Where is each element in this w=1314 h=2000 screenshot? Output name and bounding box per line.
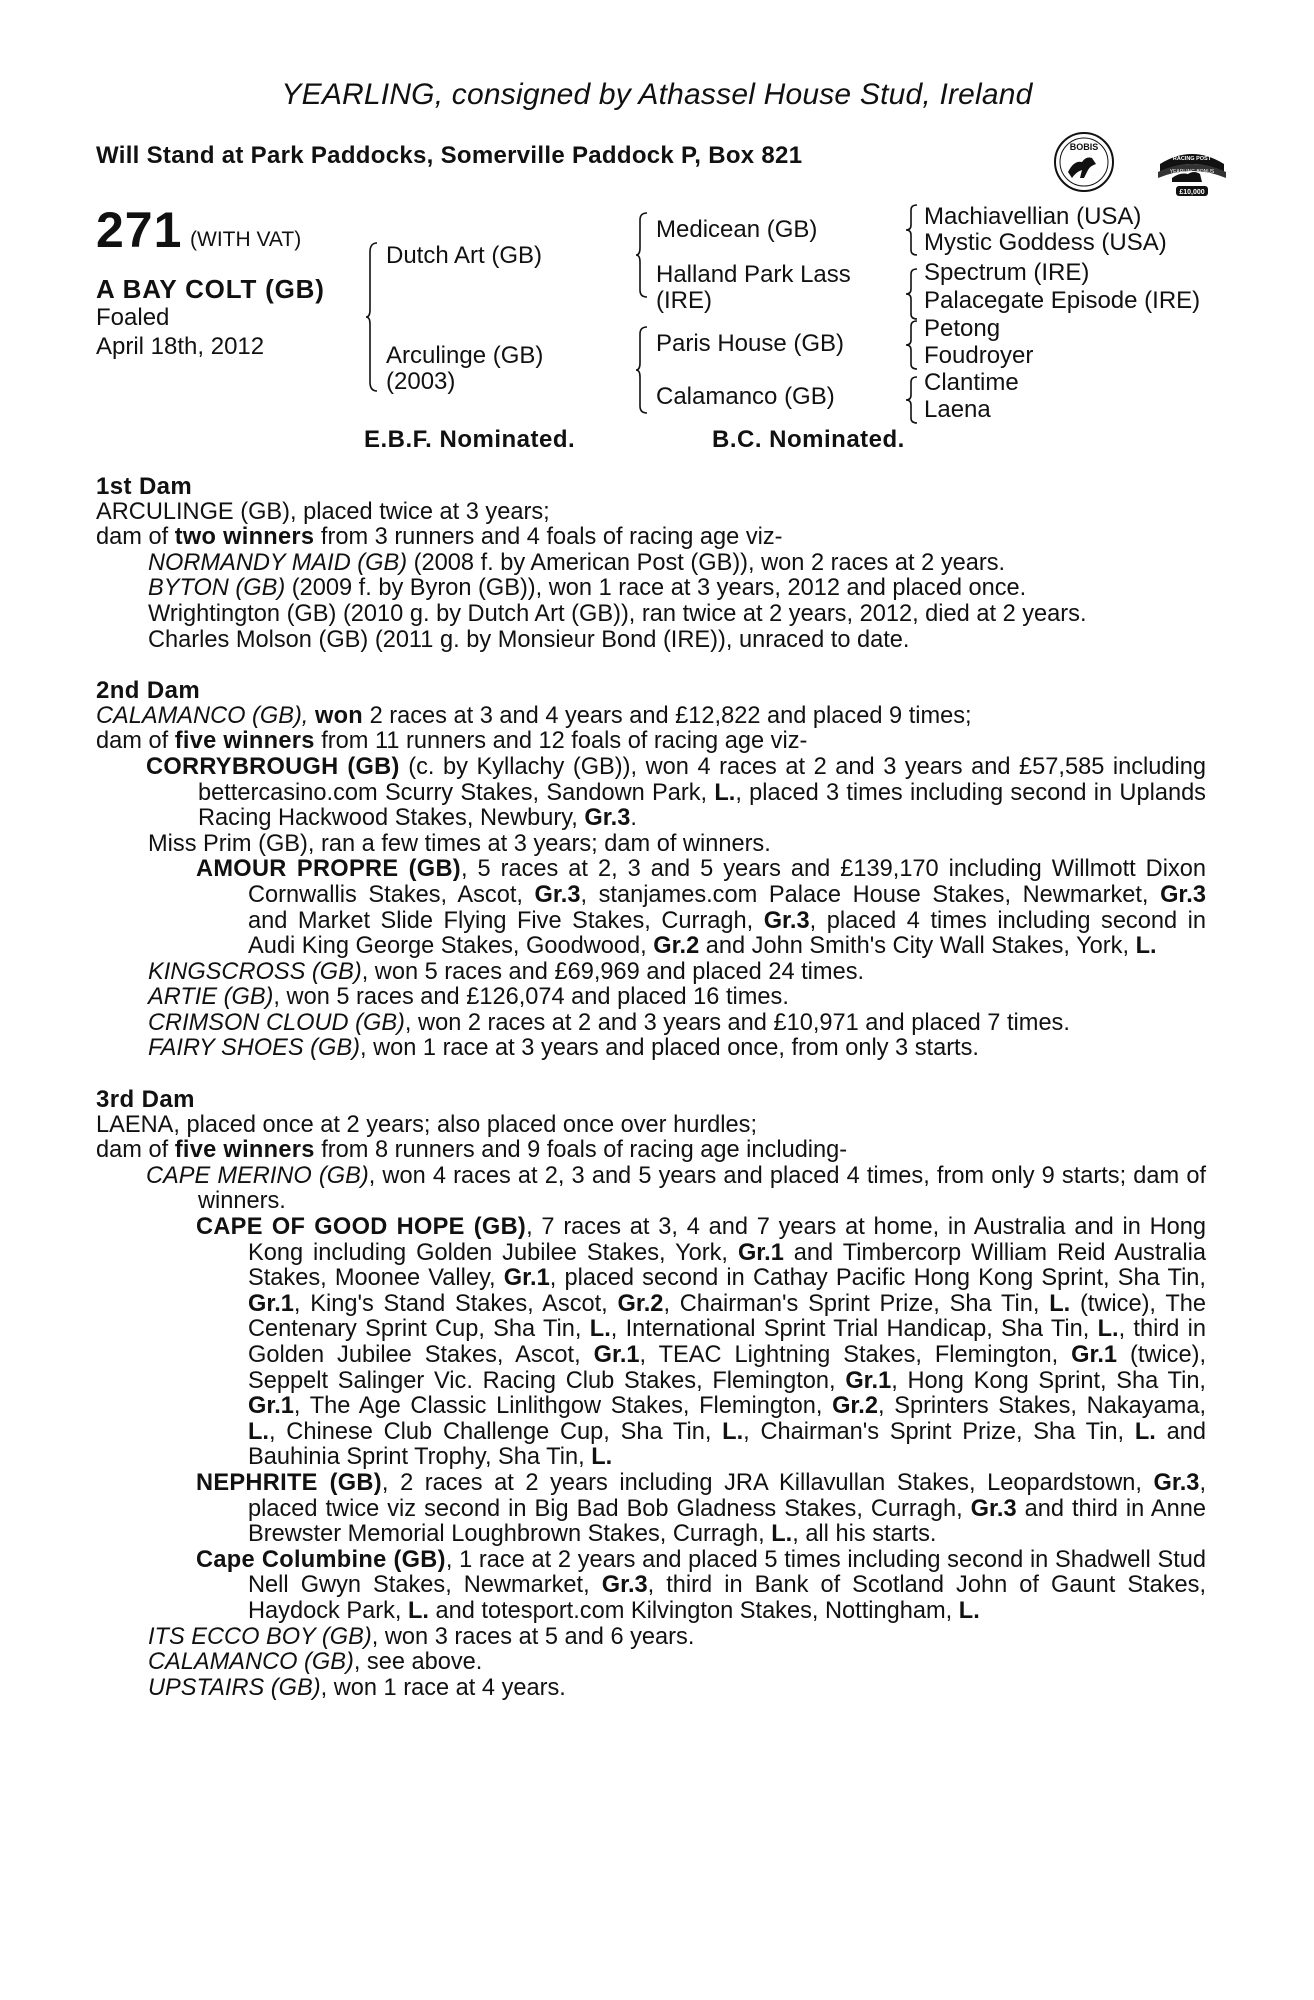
produce-name: FAIRY SHOES (GB) [148, 1035, 360, 1062]
second-dam-summary [96, 729, 1206, 755]
second-dam-name: CALAMANCO (GB), [96, 702, 309, 729]
bc-nomination: B.C. Nominated. [712, 426, 905, 453]
produce-name: CALAMANCO (GB) [148, 1649, 354, 1676]
cogh-text: (twice), Seppelt Salinger Vic. Racing Club Stakes, Flemington, [248, 1342, 1207, 1394]
produce-nephrite [96, 1471, 1206, 1548]
first-dam-heading: 1st Dam [96, 473, 193, 500]
cogh-text: , 7 races at 3, 4 and 7 years at home, in Australia and in Hong Kong including Golden Jubilee Stakes, York, [248, 1214, 1207, 1266]
grade-badge: Gr.3 [1160, 881, 1206, 908]
produce-text: , won 5 races and £126,074 and placed 16 times. [273, 984, 789, 1011]
produce-corrybrough [96, 755, 1206, 832]
pedigree-sire-dam: Halland Park Lass (IRE) [656, 261, 851, 314]
cogh-text: , Chinese Club Challenge Cup, Sha Tin, [268, 1418, 723, 1445]
pedigree-sire-sire: Medicean (GB) [656, 216, 818, 243]
produce-text: (2011 g. by Monsieur Bond (IRE)), unraced to date. [368, 626, 910, 653]
second-dam-dam-of: dam of [96, 728, 169, 755]
pedigree-dam-sire: Paris House (GB) [656, 330, 845, 357]
corrybrough-text-2: , placed 3 times including second in Uplands Racing Hackwood Stakes, Newbury, [198, 779, 1206, 832]
cogh-text: , Chairman's Sprint Prize, Sha Tin, [663, 1290, 1050, 1317]
grade-badge: L. [407, 1597, 429, 1624]
produce-cape-merino [96, 1164, 1206, 1215]
grade-badge: L. [722, 1418, 744, 1445]
cogh-name: CAPE OF GOOD HOPE (GB) [196, 1214, 527, 1241]
produce-text: (2009 f. by Byron (GB)), won 1 race at 3 years, 2012 and placed once. [285, 575, 1027, 602]
pedigree-bracket-gen3-1 [906, 204, 918, 256]
grade-badge: Gr.1 [248, 1290, 294, 1317]
pedigree-bracket-sire-line [636, 212, 648, 298]
cogh-text: , TEAC Lightning Stakes, Flemington, [639, 1342, 1072, 1368]
grade-badge: Gr.3 [763, 907, 810, 934]
grade-badge: Gr.1 [1071, 1342, 1118, 1368]
pedigree-gen3-2: Mystic Goddess (USA) [924, 229, 1167, 256]
grade-badge: L. [248, 1418, 269, 1445]
produce-row [96, 960, 1206, 986]
first-dam-summary-text: from 3 runners and 4 foals of racing age viz- [320, 524, 783, 551]
bobis-logo-text: BOBIS [1069, 142, 1099, 152]
corrybrough-text-1: (c. by Kyllachy (GB)), won 4 races at 2 and 3 years and £57,585 including bettercasino.com Scurry Stakes, Sandown Park, [198, 753, 1206, 806]
cogh-text: and Timbercorp William Reid Australia Stakes, Moonee Valley, [248, 1239, 1206, 1292]
third-dam-winners: five winners [174, 1137, 315, 1164]
produce-name: KINGSCROSS (GB) [148, 958, 362, 985]
produce-name: NORMANDY MAID (GB) [148, 549, 408, 576]
third-dam-intro: LAENA, placed once at 2 years; also placed once over hurdles; [96, 1111, 758, 1138]
produce-row [96, 628, 1206, 654]
columbine-text: , third in Bank of Scotland John of Gaunt Stakes, Haydock Park, [248, 1572, 1206, 1624]
foaled-block [96, 303, 264, 361]
grade-badge: Gr.3 [534, 881, 581, 908]
cogh-text: , Hong Kong Sprint, Sha Tin, [891, 1367, 1206, 1394]
grade-badge: Gr.3 [970, 1495, 1017, 1522]
cogh-text: , third in Golden Jubilee Stakes, Ascot, [248, 1316, 1206, 1368]
produce-name: ITS ECCO BOY (GB) [148, 1623, 372, 1650]
produce-row [96, 1650, 1206, 1676]
grade-badge: L. [1097, 1316, 1119, 1343]
stand-location: Will Stand at Park Paddocks, Somerville Paddock P, Box 821 [96, 142, 803, 169]
grade-badge: Gr.2 [653, 933, 700, 960]
first-dam-intro: ARCULINGE (GB), placed twice at 3 years; [96, 498, 550, 525]
produce-row [96, 1036, 1206, 1062]
racing-post-logo-amount: £10,000 [1179, 189, 1205, 196]
produce-text: (2008 f. by American Post (GB)), won 2 races at 2 years. [407, 549, 1006, 576]
grade-badge: Gr.1 [593, 1342, 640, 1368]
second-dam-won: won [314, 702, 364, 729]
nephrite-text: , all his starts. [792, 1521, 937, 1548]
pedigree-gen3-8: Laena [924, 396, 991, 423]
produce-row [96, 1011, 1206, 1037]
catalogue-body [96, 474, 1206, 1701]
produce-text: , won 1 race at 3 years and placed once, from only 3 starts. [359, 1035, 979, 1062]
produce-name: Charles Molson (GB) [148, 626, 369, 653]
lot-description: A BAY COLT (GB) [96, 274, 325, 304]
second-dam-heading: 2nd Dam [96, 677, 201, 705]
pedigree-bracket-gen3-3 [906, 320, 918, 370]
cogh-text: and Bauhinia Sprint Trophy, Sha Tin, [248, 1418, 1206, 1471]
pedigree-dam: Arculinge (GB) (2003) [386, 342, 544, 395]
cogh-text: , King's Stand Stakes, Ascot, [293, 1290, 618, 1317]
ebf-nomination: E.B.F. Nominated. [364, 426, 576, 453]
grade-badge: Gr.2 [617, 1290, 664, 1317]
amour-text-1: , 5 races at 2, 3 and 5 years and £139,170 including Willmott Dixon Cornwallis Stakes, Ascot, [248, 856, 1206, 908]
second-dam-intro-rest: 2 races at 3 and 4 years and £12,822 and placed 9 times; [363, 702, 972, 729]
columbine-name: Cape Columbine (GB) [196, 1546, 446, 1573]
produce-text: , won 2 races at 2 and 3 years and £10,971 and placed 7 times. [404, 1009, 1070, 1036]
racing-post-logo-line2: YEARLING BONUS [1169, 169, 1215, 175]
pedigree-gen3-5: Petong [924, 315, 1001, 342]
grade-badge: Gr.1 [737, 1239, 784, 1266]
grade-badge: Gr.2 [832, 1393, 878, 1420]
cape-merino-text: , won 4 races at 2, 3 and 5 years and placed 4 times, from only 9 starts; dam of winners. [198, 1162, 1206, 1215]
produce-text: , won 3 races at 5 and 6 years. [371, 1623, 695, 1650]
grade-badge: L. [958, 1597, 980, 1624]
grade-badge: L. [589, 1316, 611, 1343]
nephrite-text: , placed twice viz second in Big Bad Bob Gladness Stakes, Curragh, [248, 1469, 1206, 1522]
grade-badge: L. [714, 779, 736, 806]
produce-text: , won 1 race at 4 years. [320, 1674, 566, 1701]
foaled-label: Foaled [96, 304, 170, 331]
pedigree-bracket-gen3-2 [906, 268, 918, 320]
second-dam-summary-text: from 11 runners and 12 foals of racing age viz- [321, 728, 808, 755]
amour-text-5: and John Smith's City Wall Stakes, York, [699, 933, 1136, 960]
produce-text: , won 5 races and £69,969 and placed 24 times. [361, 958, 865, 985]
amour-text-3: and Market Slide Flying Five Stakes, Curragh, [248, 907, 764, 934]
second-dam-winners: five winners [174, 728, 315, 755]
cogh-text: , placed second in Cathay Pacific Hong Kong Sprint, Sha Tin, [549, 1265, 1206, 1292]
corrybrough-end: . [630, 805, 637, 832]
produce-miss-prim: Miss Prim (GB), ran a few times at 3 years; dam of winners. [148, 830, 771, 857]
pedigree-bracket-gen3-4 [906, 376, 918, 424]
pedigree-gen3-1: Machiavellian (USA) [924, 203, 1142, 230]
grade-badge: Gr.3 [1153, 1469, 1200, 1496]
produce-amour-propre [96, 857, 1206, 959]
third-dam-summary-text: from 8 runners and 9 foals of racing age including- [321, 1137, 848, 1164]
cape-merino-name: CAPE MERINO (GB) [146, 1162, 369, 1189]
produce-name: BYTON (GB) [148, 575, 286, 602]
produce-name: ARTIE (GB) [148, 984, 274, 1011]
bobis-logo-icon [1052, 130, 1116, 194]
produce-row [96, 576, 1206, 602]
cogh-text: , Sprinters Stakes, Nakayama, [877, 1393, 1206, 1420]
grade-badge: L. [591, 1444, 613, 1471]
cogh-text: , The Age Classic Linlithgow Stakes, Flemington, [293, 1393, 833, 1420]
grade-badge: L. [1049, 1290, 1071, 1317]
produce-text: (2010 g. by Dutch Art (GB)), ran twice at 2 years, 2012, died at 2 years. [336, 600, 1087, 627]
produce-row [96, 602, 1206, 628]
nephrite-name: NEPHRITE (GB) [196, 1469, 382, 1496]
racing-post-logo-line1: RACING POST [1172, 156, 1212, 162]
nephrite-text: and third in Anne Brewster Memorial Loughbrown Stakes, Curragh, [248, 1495, 1206, 1548]
racing-post-bonus-logo-icon [1154, 142, 1230, 198]
produce-row [96, 1625, 1206, 1651]
cogh-text: , International Sprint Trial Handicap, Sha Tin, [610, 1316, 1098, 1343]
first-dam-winners: two winners [174, 524, 315, 551]
produce-cape-of-good-hope [96, 1215, 1206, 1471]
third-dam-dam-of: dam of [96, 1137, 169, 1164]
amour-text-4: , placed 4 times including second in Audi King George Stakes, Goodwood, [248, 907, 1207, 960]
first-dam-dam-of: dam of [96, 524, 169, 551]
second-dam-intro [96, 704, 1206, 730]
grade-badge: Gr.3 [584, 805, 631, 832]
pedigree-gen3-6: Foudroyer [924, 342, 1034, 369]
first-dam-summary [96, 525, 1206, 551]
pedigree-gen3-4: Palacegate Episode (IRE) [924, 287, 1201, 314]
vat-note: (WITH VAT) [190, 228, 302, 251]
cogh-text: (twice), The Centenary Sprint Cup, Sha Tin, [248, 1290, 1206, 1343]
pedigree-dam-dam: Calamanco (GB) [656, 383, 835, 410]
pedigree-gen3-3: Spectrum (IRE) [924, 259, 1090, 286]
cogh-text: , Chairman's Sprint Prize, Sha Tin, [743, 1418, 1135, 1445]
pedigree-bracket-dam-line [636, 326, 648, 414]
columbine-text: and totesport.com Kilvington Stakes, Nottingham, [428, 1597, 959, 1624]
corrybrough-name: CORRYBROUGH (GB) [146, 753, 400, 780]
grade-badge: L. [1134, 1418, 1156, 1445]
columbine-text: , 1 race at 2 years and placed 5 times including second in Shadwell Stud Nell Gwyn Stakes, Newmarket, [248, 1546, 1206, 1599]
amour-text-2: , stanjames.com Palace House Stakes, Newmarket, [580, 881, 1161, 908]
produce-row [96, 985, 1206, 1011]
grade-badge: Gr.1 [503, 1265, 550, 1292]
grade-badge: L. [771, 1521, 793, 1548]
produce-name: UPSTAIRS (GB) [148, 1674, 321, 1701]
page-title: YEARLING, consigned by Athassel House Stud, Ireland [281, 78, 1033, 111]
produce-name: CRIMSON CLOUD (GB) [148, 1009, 405, 1036]
pedigree-sire: Dutch Art (GB) [386, 242, 543, 269]
grade-badge: Gr.1 [248, 1393, 294, 1420]
third-dam-summary [96, 1138, 1206, 1164]
produce-cape-columbine [96, 1548, 1206, 1625]
produce-row [96, 551, 1206, 577]
foaled-date: April 18th, 2012 [96, 333, 265, 360]
nephrite-text: , 2 races at 2 years including JRA Killavullan Stakes, Leopardstown, [381, 1469, 1154, 1496]
amour-propre-name: AMOUR PROPRE (GB) [196, 856, 461, 883]
produce-text: , see above. [353, 1649, 483, 1676]
lot-number: 271 [96, 202, 183, 258]
produce-row [96, 1676, 1206, 1702]
grade-badge: Gr.3 [601, 1572, 648, 1599]
grade-badge: Gr.1 [845, 1367, 892, 1394]
pedigree-gen3-7: Clantime [924, 369, 1019, 396]
pedigree-bracket-gen1 [366, 242, 378, 392]
produce-name: Wrightington (GB) [148, 600, 337, 627]
third-dam-heading: 3rd Dam [96, 1086, 195, 1114]
grade-badge: L. [1135, 933, 1157, 960]
